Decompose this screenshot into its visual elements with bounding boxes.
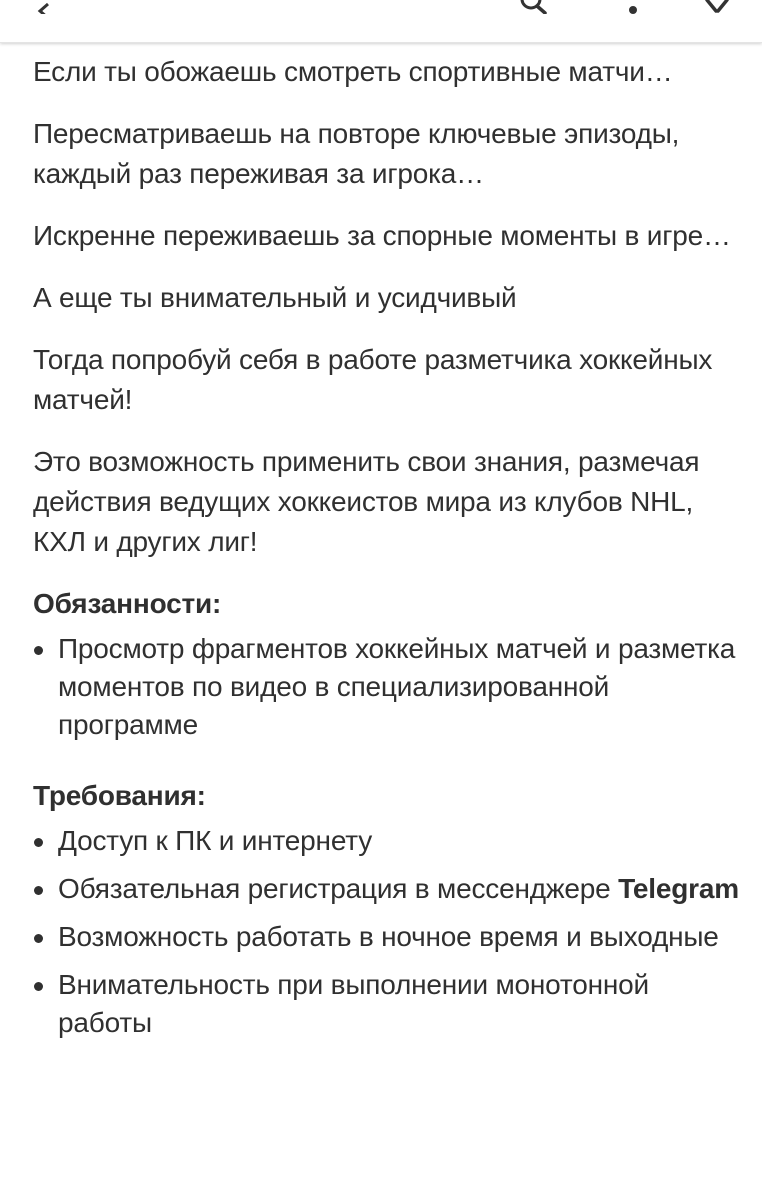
bullet-icon (34, 934, 43, 943)
list-item-text: Внимательность при выполнении монотонной работы (58, 969, 649, 1038)
close-icon[interactable] (702, 0, 732, 14)
more-icon[interactable] (618, 0, 648, 14)
duties-heading: Обязанности: (33, 588, 222, 619)
requirements-list (33, 822, 745, 1042)
search-icon[interactable] (518, 0, 548, 14)
list-item (33, 966, 745, 1042)
requirements-heading: Требования: (33, 780, 206, 811)
intro-paragraph: Это возможность применить свои знания, размечая действия ведущих хоккеистов мира из клубов NHL, КХЛ и других лиг! (33, 446, 700, 557)
bullet-icon (34, 646, 43, 655)
telegram-bold-text: Telegram (618, 873, 739, 904)
intro-paragraph: Если ты обожаешь смотреть спортивные матчи… (33, 56, 673, 87)
list-item (33, 822, 745, 860)
list-item-text: Возможность работать в ночное время и выходные (58, 921, 719, 952)
bullet-icon (34, 838, 43, 847)
intro-paragraph: А еще ты внимательный и усидчивый (33, 282, 517, 313)
list-item (33, 870, 745, 908)
bullet-icon (34, 886, 43, 895)
list-item (33, 630, 745, 744)
bullet-icon (34, 982, 43, 991)
intro-paragraph: Пересматриваешь на повторе ключевые эпизоды, каждый раз переживая за игрока… (33, 118, 680, 189)
list-item-text: Обязательная регистрация в мессенджере (58, 873, 619, 904)
back-arrow-icon[interactable] (26, 0, 56, 14)
top-app-bar (0, 0, 762, 43)
list-item (33, 918, 745, 956)
list-item-text: Доступ к ПК и интернету (58, 825, 372, 856)
post-body (33, 52, 745, 1052)
list-item-text: Просмотр фрагментов хоккейных матчей и разметка моментов по видео в специализированной программе (58, 633, 736, 740)
intro-paragraph: Тогда попробуй себя в работе разметчика хоккейных матчей! (33, 344, 713, 415)
duties-list (33, 630, 745, 744)
intro-paragraph: Искренне переживаешь за спорные моменты в игре… (33, 220, 731, 251)
